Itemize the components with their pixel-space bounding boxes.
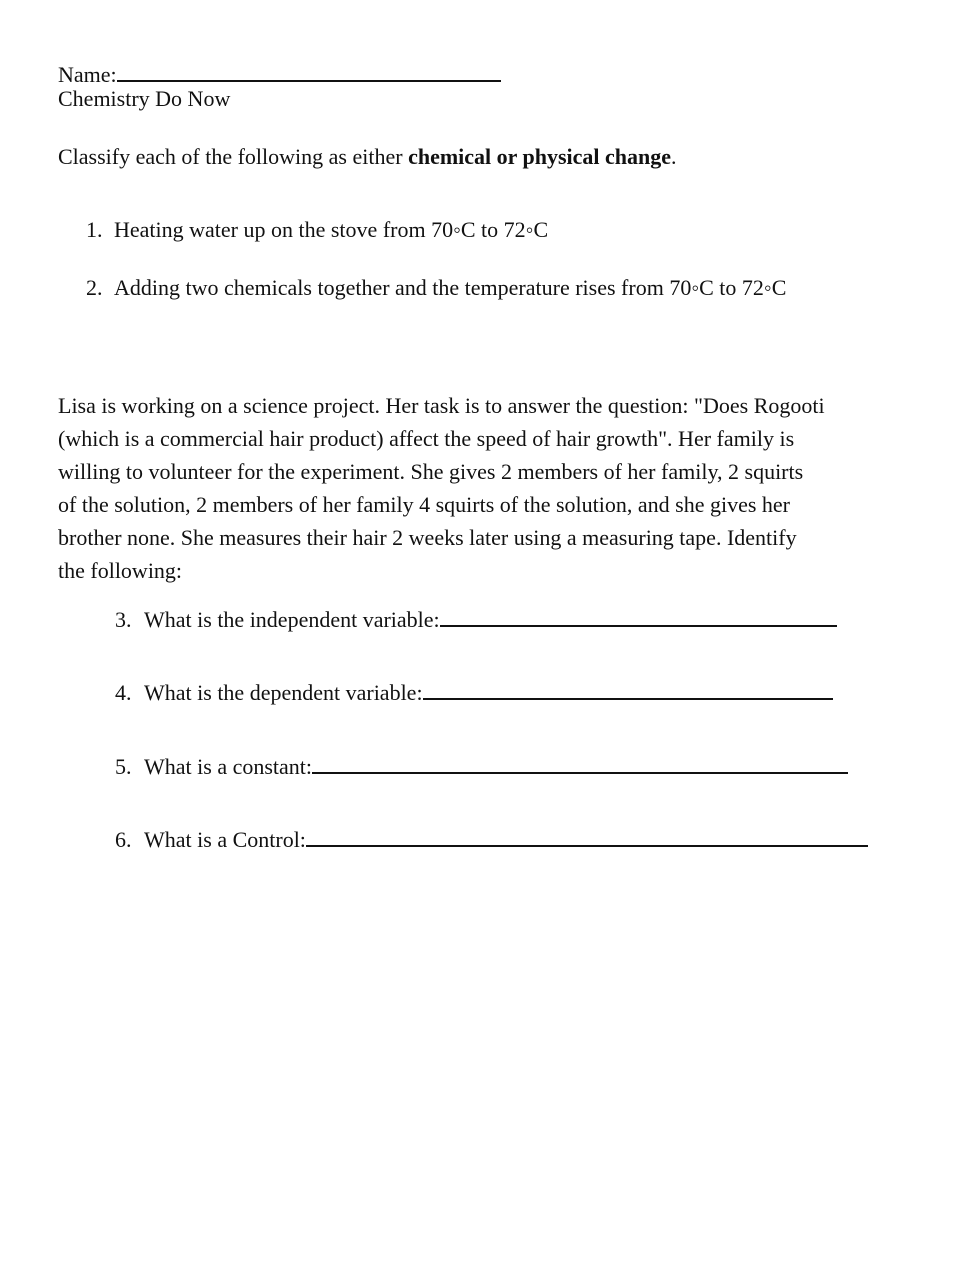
answer-blank[interactable]: [312, 752, 848, 774]
question-number: 3.: [115, 607, 132, 632]
question-text: What is the independent variable:: [144, 607, 440, 632]
identify-question: [115, 752, 848, 780]
question-number: 6.: [115, 827, 132, 852]
name-blank[interactable]: [117, 58, 501, 82]
question-text: What is a constant:: [144, 754, 313, 779]
identify-question: [115, 678, 833, 706]
instructions-emphasis: chemical or physical change: [408, 144, 672, 169]
question-number: 4.: [115, 680, 132, 705]
question-text: What is the dependent variable:: [144, 680, 423, 705]
passage-line: the following:: [58, 558, 183, 583]
worksheet-title: Chemistry Do Now: [58, 86, 231, 111]
question-number: 5.: [115, 754, 132, 779]
instructions-suffix: .: [671, 144, 677, 169]
answer-blank[interactable]: [306, 825, 868, 847]
instructions-prefix: Classify each of the following as either: [58, 144, 409, 169]
identify-question: [115, 605, 837, 633]
classify-question: [86, 217, 548, 243]
name-label: Name:: [58, 62, 117, 87]
question-text: Heating water up on the stove from 70◦C to 72◦C: [114, 217, 549, 242]
answer-blank[interactable]: [423, 678, 833, 700]
passage-line: willing to volunteer for the experiment. She gives 2 members of her family, 2 squirts: [58, 459, 804, 484]
question-text: Adding two chemicals together and the temperature rises from 70◦C to 72◦C: [114, 275, 787, 300]
instructions: [58, 144, 677, 170]
passage-line: Lisa is working on a science project. Her task is to answer the question: "Does Rogooti: [58, 393, 825, 418]
question-number: 2.: [86, 275, 103, 300]
question-text: What is a Control:: [144, 827, 306, 852]
experiment-passage: [58, 389, 938, 587]
name-line: [58, 58, 501, 88]
passage-line: brother none. She measures their hair 2 weeks later using a measuring tape. Identify: [58, 525, 797, 550]
passage-line: of the solution, 2 members of her family 4 squirts of the solution, and she gives her: [58, 492, 790, 517]
question-number: 1.: [86, 217, 103, 242]
classify-question: [86, 275, 786, 301]
answer-blank[interactable]: [440, 605, 837, 627]
passage-line: (which is a commercial hair product) affect the speed of hair growth". Her family is: [58, 426, 795, 451]
identify-question: [115, 825, 868, 853]
